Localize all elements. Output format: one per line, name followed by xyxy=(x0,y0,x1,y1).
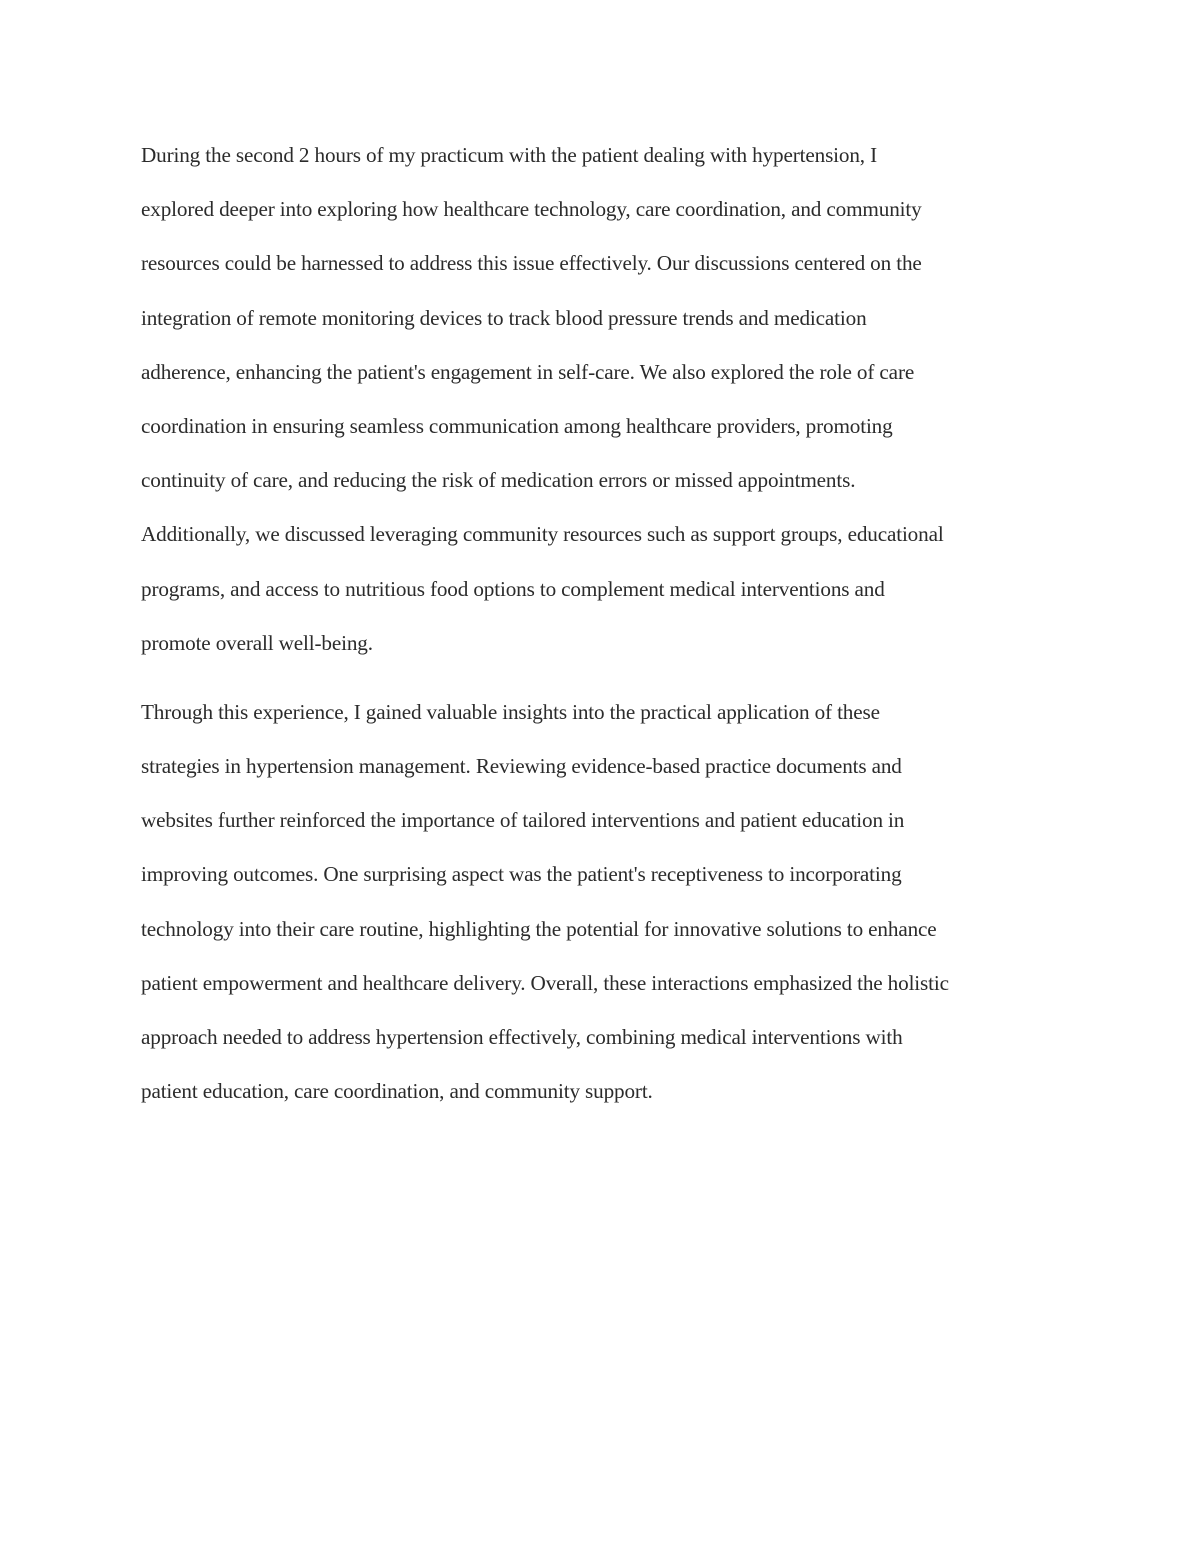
paragraph-1 xyxy=(141,128,1061,670)
document-body xyxy=(141,128,1061,1118)
text-line: patient education, care coordination, and community support. xyxy=(141,1079,653,1104)
text-line: explored deeper into exploring how healthcare technology, care coordination, and community xyxy=(141,197,922,222)
paragraph-2 xyxy=(141,685,1061,1119)
text-line: continuity of care, and reducing the risk of medication errors or missed appointments. xyxy=(141,468,856,493)
text-line: During the second 2 hours of my practicum with the patient dealing with hypertension, I xyxy=(141,143,877,167)
text-line: approach needed to address hypertension effectively, combining medical interventions with xyxy=(141,1025,903,1049)
text-line: Additionally, we discussed leveraging community resources such as support groups, educational xyxy=(141,522,944,547)
text-line: patient empowerment and healthcare delivery. Overall, these interactions emphasized the holistic xyxy=(141,970,949,995)
text-line: strategies in hypertension management. Reviewing evidence-based practice documents and xyxy=(141,754,902,779)
text-line: promote overall well-being. xyxy=(141,630,373,655)
text-line: coordination in ensuring seamless communication among healthcare providers, promoting xyxy=(141,413,893,438)
text-line: websites further reinforced the importance of tailored interventions and patient education in xyxy=(141,808,905,833)
text-line: improving outcomes. One surprising aspect was the patient's receptiveness to incorporating xyxy=(141,862,902,887)
text-line: resources could be harnessed to address this issue effectively. Our discussions centered on the xyxy=(141,251,922,276)
text-line: programs, and access to nutritious food options to complement medical interventions and xyxy=(141,576,885,601)
text-line: integration of remote monitoring devices to track blood pressure trends and medication xyxy=(141,305,867,330)
text-line: adherence, enhancing the patient's engagement in self-care. We also explored the role of care xyxy=(141,359,915,384)
text-line: technology into their care routine, highlighting the potential for innovative solutions to enhance xyxy=(141,916,937,941)
paragraph-spacer xyxy=(141,670,1061,685)
text-line: Through this experience, I gained valuable insights into the practical application of these xyxy=(141,699,880,724)
